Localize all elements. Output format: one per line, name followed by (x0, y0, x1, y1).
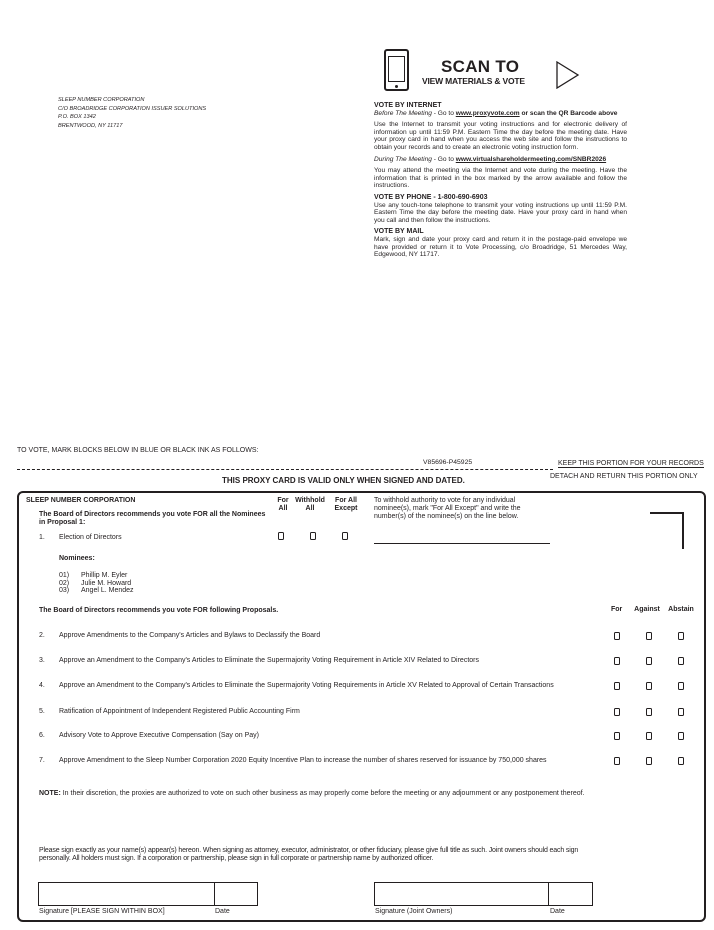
proposal-text: Approve Amendments to the Company's Articles and Bylaws to Declassify the Board (59, 632, 321, 639)
joint-signature-label: Signature (Joint Owners) (375, 908, 453, 915)
during-meeting-label: During The Meeting (374, 155, 432, 163)
nominee (59, 580, 134, 588)
proposal-number: 2. (39, 632, 45, 639)
joint-date-box[interactable] (548, 882, 593, 906)
for-checkbox[interactable] (614, 732, 620, 740)
proposal-number: 4. (39, 682, 45, 689)
nominee-name: Phillip M. Eyler (81, 572, 128, 579)
company-name: SLEEP NUMBER CORPORATION (26, 497, 136, 504)
nominee-name: Julie M. Howard (81, 579, 132, 587)
withhold-instructions: To withhold authority to vote for any individual nominee(s), mark "For All Except" and write the number(s) of the nominee(s) on the line below. (374, 497, 521, 520)
return-address (58, 96, 206, 130)
scan-subtitle: VIEW MATERIALS & VOTE (422, 76, 525, 86)
signing-instructions: Please sign exactly as your name(s) appear(s) hereon. When signing as attorney, executor, administrator, or other fiduciary, please give full title as such. Joint owners should each sign personally. All holders must sign. If a corporation or partnership, please sign in full corporate or partnership name by authorized officer. (39, 847, 579, 862)
note (39, 790, 595, 798)
for-checkbox[interactable] (614, 682, 620, 690)
for-checkbox[interactable] (614, 757, 620, 765)
corner-marker (650, 512, 684, 549)
proposal-text: Ratification of Appointment of Independent Registered Public Accounting Firm (59, 708, 300, 715)
abstain-checkbox[interactable] (678, 657, 684, 665)
internet-heading: VOTE BY INTERNET (374, 102, 442, 109)
play-arrow-icon (556, 61, 580, 89)
proposal-text: Approve an Amendment to the Company's Articles to Eliminate the Supermajority Voting Requirement in Article XIV Related to Directors (59, 657, 479, 664)
proxyvote-link[interactable]: www.proxyvote.com (455, 109, 520, 117)
nominee-exception-line[interactable] (374, 543, 550, 544)
abstain-checkbox[interactable] (678, 682, 684, 690)
proposal-1-text: Election of Directors (59, 534, 122, 541)
internet-paragraph: Use the Internet to transmit your voting instructions and for electronic delivery of information up until 11:59 P.M. Eastern Time the day before the meeting date. Have your proxy card in hand when you access the web site and follow the instructions to obtain your records and to create an electronic voting instruction form. (374, 121, 627, 151)
col-against: Against (634, 606, 660, 613)
date-box[interactable] (214, 882, 258, 906)
abstain-checkbox[interactable] (678, 632, 684, 640)
address-line: C/O BROADRIDGE CORPORATION ISSUER SOLUTIONS (58, 105, 207, 112)
nominee-number: 02) (59, 579, 70, 587)
board-recommendation-2: The Board of Directors recommends you vote FOR following Proposals. (39, 607, 279, 614)
against-checkbox[interactable] (646, 708, 652, 716)
col-for: For (611, 606, 623, 613)
abstain-checkbox[interactable] (678, 708, 684, 716)
note-label: NOTE: (39, 790, 61, 797)
for-all-except-checkbox[interactable] (342, 532, 348, 540)
abstain-checkbox[interactable] (678, 732, 684, 740)
proposal-number: 7. (39, 757, 45, 764)
nominee (59, 572, 134, 580)
joint-date-label: Date (550, 908, 565, 915)
joint-signature-box[interactable] (374, 882, 549, 906)
mail-heading: VOTE BY MAIL (374, 228, 424, 236)
address-line: P.O. BOX 1342 (58, 114, 96, 121)
proposal-text: Approve an Amendment to the Company's Articles to Eliminate the Supermajority Voting Requirements in Article XV Related to Approval of Certain Transactions (59, 682, 554, 689)
valid-notice: THIS PROXY CARD IS VALID ONLY WHEN SIGNED AND DATED. (222, 476, 465, 485)
against-checkbox[interactable] (646, 757, 652, 765)
proposal-number: 6. (39, 732, 45, 739)
signature-label: Signature [PLEASE SIGN WITHIN BOX] (39, 908, 165, 915)
text: - Go to (431, 155, 456, 163)
proposal-1-number: 1. (39, 534, 45, 541)
detach-line (17, 469, 553, 470)
abstain-checkbox[interactable] (678, 757, 684, 765)
against-checkbox[interactable] (646, 732, 652, 740)
keep-portion-text: KEEP THIS PORTION FOR YOUR RECORDS (558, 460, 704, 467)
phone-heading: VOTE BY PHONE - 1-800-690-6903 (374, 193, 488, 201)
col-for-all: For All (277, 497, 289, 512)
vote-by-internet (374, 102, 627, 259)
for-all-checkbox[interactable] (278, 532, 284, 540)
virtual-meeting-link[interactable]: www.virtualshareholdermeeting.com/SNBR2026 (455, 155, 607, 163)
board-recommendation-1: The Board of Directors recommends you vote FOR all the Nominees in Proposal 1: (39, 511, 266, 526)
for-checkbox[interactable] (614, 657, 620, 665)
against-checkbox[interactable] (646, 632, 652, 640)
col-abstain: Abstain (668, 606, 694, 613)
meeting-paragraph: You may attend the meeting via the Internet and vote during the meeting. Have the information that is printed in the box marked by the arrow available and follow the instructions. (374, 167, 627, 190)
mail-text: Mark, sign and date your proxy card and return it in the postage-paid envelope we have provided or return it to Vote Processing, c/o Broadridge, 51 Mercedes Way, Edgewood, NY 11717. (374, 235, 627, 259)
smartphone-icon (384, 49, 409, 91)
scan-title: SCAN TO (441, 57, 520, 76)
col-withhold-all: Withhold All (295, 497, 325, 512)
for-checkbox[interactable] (614, 632, 620, 640)
for-checkbox[interactable] (614, 708, 620, 716)
proposal-number: 5. (39, 708, 45, 715)
address-line: SLEEP NUMBER CORPORATION (58, 97, 145, 103)
nominees-label: Nominees: (59, 555, 95, 562)
proposal-text: Advisory Vote to Approve Executive Compensation (Say on Pay) (59, 732, 259, 739)
detach-portion-text: DETACH AND RETURN THIS PORTION ONLY (550, 473, 698, 480)
text: or scan the QR Barcode above (519, 109, 618, 117)
phone-text: Use any touch-tone telephone to transmit your voting instructions up until 11:59 P.M. Eastern Time the day before the meeting date. Have your proxy card in hand when you call and then follow the instructions. (374, 201, 627, 224)
nominee (59, 587, 134, 595)
nominee-number: 03) (59, 587, 70, 594)
note-text: In their discretion, the proxies are authorized to vote on such other business as may properly come before the meeting or any adjournment or any postponement thereof. (60, 790, 585, 797)
proposal-text: Approve Amendment to the Sleep Number Corporation 2020 Equity Incentive Plan to increase the number of shares reserved for issuance by 750,000 shares (59, 757, 547, 764)
against-checkbox[interactable] (646, 682, 652, 690)
text: - Go to (431, 109, 456, 117)
address-line: BRENTWOOD, NY 11717 (58, 122, 123, 129)
signature-box[interactable] (38, 882, 215, 906)
withhold-all-checkbox[interactable] (310, 532, 316, 540)
nominee-number: 01) (59, 572, 70, 579)
proposal-number: 3. (39, 657, 45, 664)
against-checkbox[interactable] (646, 657, 652, 665)
date-label: Date (215, 908, 230, 915)
nominee-name: Angel L. Mendez (81, 587, 134, 594)
col-for-all-except: For All Except (334, 497, 358, 512)
control-code: V85696-P45925 (420, 459, 475, 466)
before-meeting-label: Before The Meeting (374, 109, 432, 117)
nominees-list (59, 572, 134, 595)
mark-instruction: TO VOTE, MARK BLOCKS BELOW IN BLUE OR BLACK INK AS FOLLOWS: (17, 447, 259, 454)
